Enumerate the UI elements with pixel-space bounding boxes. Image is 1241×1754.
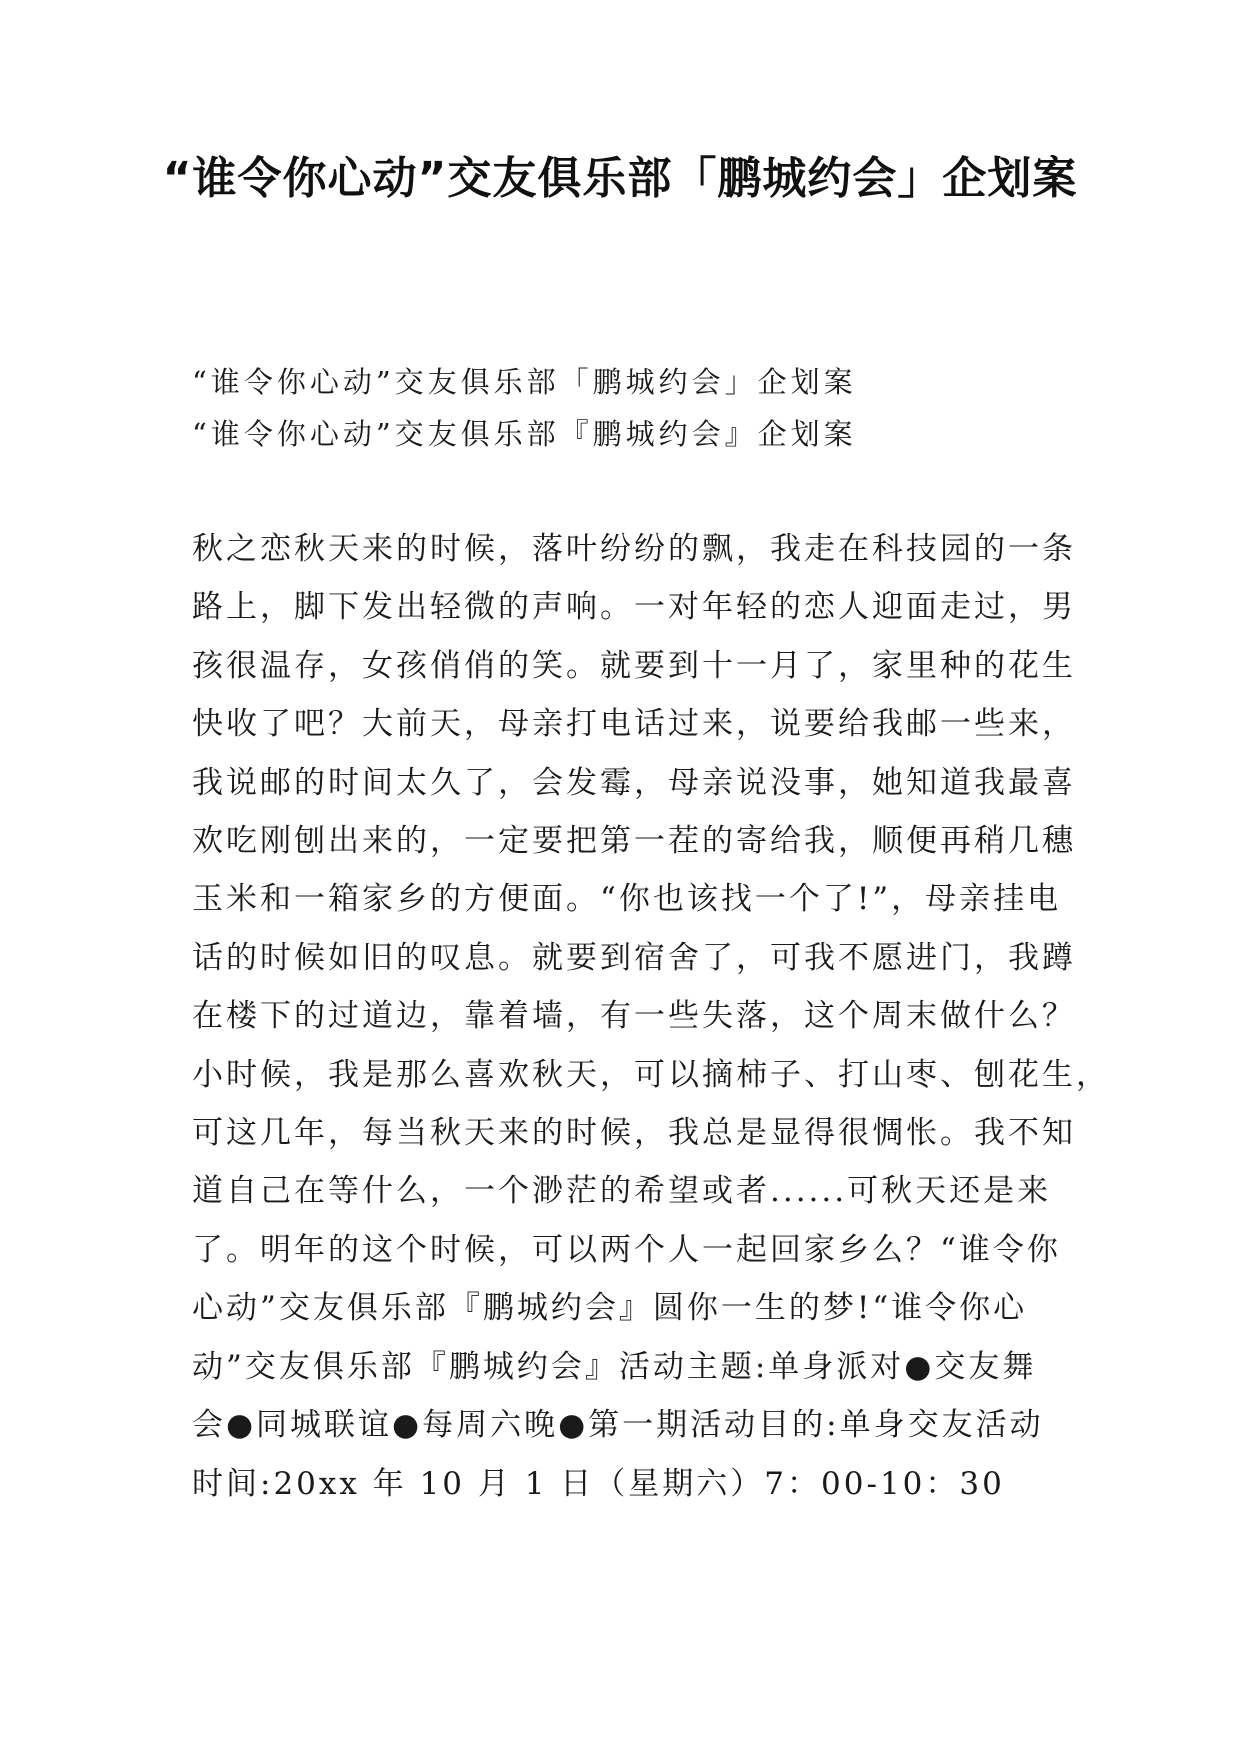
body-line: 快收了吧？大前天，母亲打电话过来，说要给我邮一些来，: [192, 706, 1076, 743]
body-line: 心动”交友俱乐部『鹏城约会』圆你一生的梦!“谁令你心: [192, 1290, 1028, 1327]
body-paragraph: [192, 520, 1110, 1513]
body-line: 话的时候如旧的叹息。就要到宿舍了，可我不愿进门，我蹲: [192, 939, 1076, 976]
body-line: 秋之恋秋天来的时候，落叶纷纷的飘，我走在科技园的一条: [192, 531, 1076, 567]
body-line: 可这几年，每当秋天来的时候，我总是显得很惆怅。我不知: [192, 1115, 1076, 1152]
body-line: 路上，脚下发出轻微的声响。一对年轻的恋人迎面走过，男: [192, 589, 1076, 626]
body-line: 会●同城联谊●每周六晚●第一期活动目的:单身交友活动: [192, 1407, 1044, 1444]
body-line: 我说邮的时间太久了，会发霉，母亲说没事，她知道我最喜: [192, 764, 1076, 801]
body-line: 孩很温存，女孩俏俏的笑。就要到十一月了，家里种的花生: [192, 647, 1076, 684]
body-line: 时间:20xx 年 10 月 1 日（星期六）7：00-10：30: [192, 1465, 1005, 1502]
subtitle-line: “谁令你心动”交友俱乐部『鹏城约会』企划案: [192, 417, 857, 451]
body-line: 玉米和一箱家乡的方便面。“你也该找一个了!”，母亲挂电: [192, 881, 1062, 918]
body-line: 欢吃刚刨出来的，一定要把第一茬的寄给我，顺便再稍几穗: [192, 823, 1076, 860]
subtitle-line: “谁令你心动”交友俱乐部「鹏城约会」企划案: [192, 365, 857, 399]
subtitle-block: [192, 356, 1072, 460]
body-line: 道自己在等什么，一个渺茫的希望或者......可秋天还是来: [192, 1173, 1052, 1210]
body-line: 小时候，我是那么喜欢秋天，可以摘柿子、打山枣、刨花生，: [192, 1056, 1110, 1093]
body-line: 了。明年的这个时候，可以两个人一起回家乡么？“谁令你: [192, 1231, 1061, 1268]
body-line: 动”交友俱乐部『鹏城约会』活动主题:单身派对●交友舞: [192, 1348, 1037, 1385]
body-line: 在楼下的过道边，靠着墙，有一些失落，这个周末做什么？: [192, 998, 1076, 1035]
document-title: “谁令你心动”交友俱乐部「鹏城约会」企划案: [162, 153, 1078, 204]
